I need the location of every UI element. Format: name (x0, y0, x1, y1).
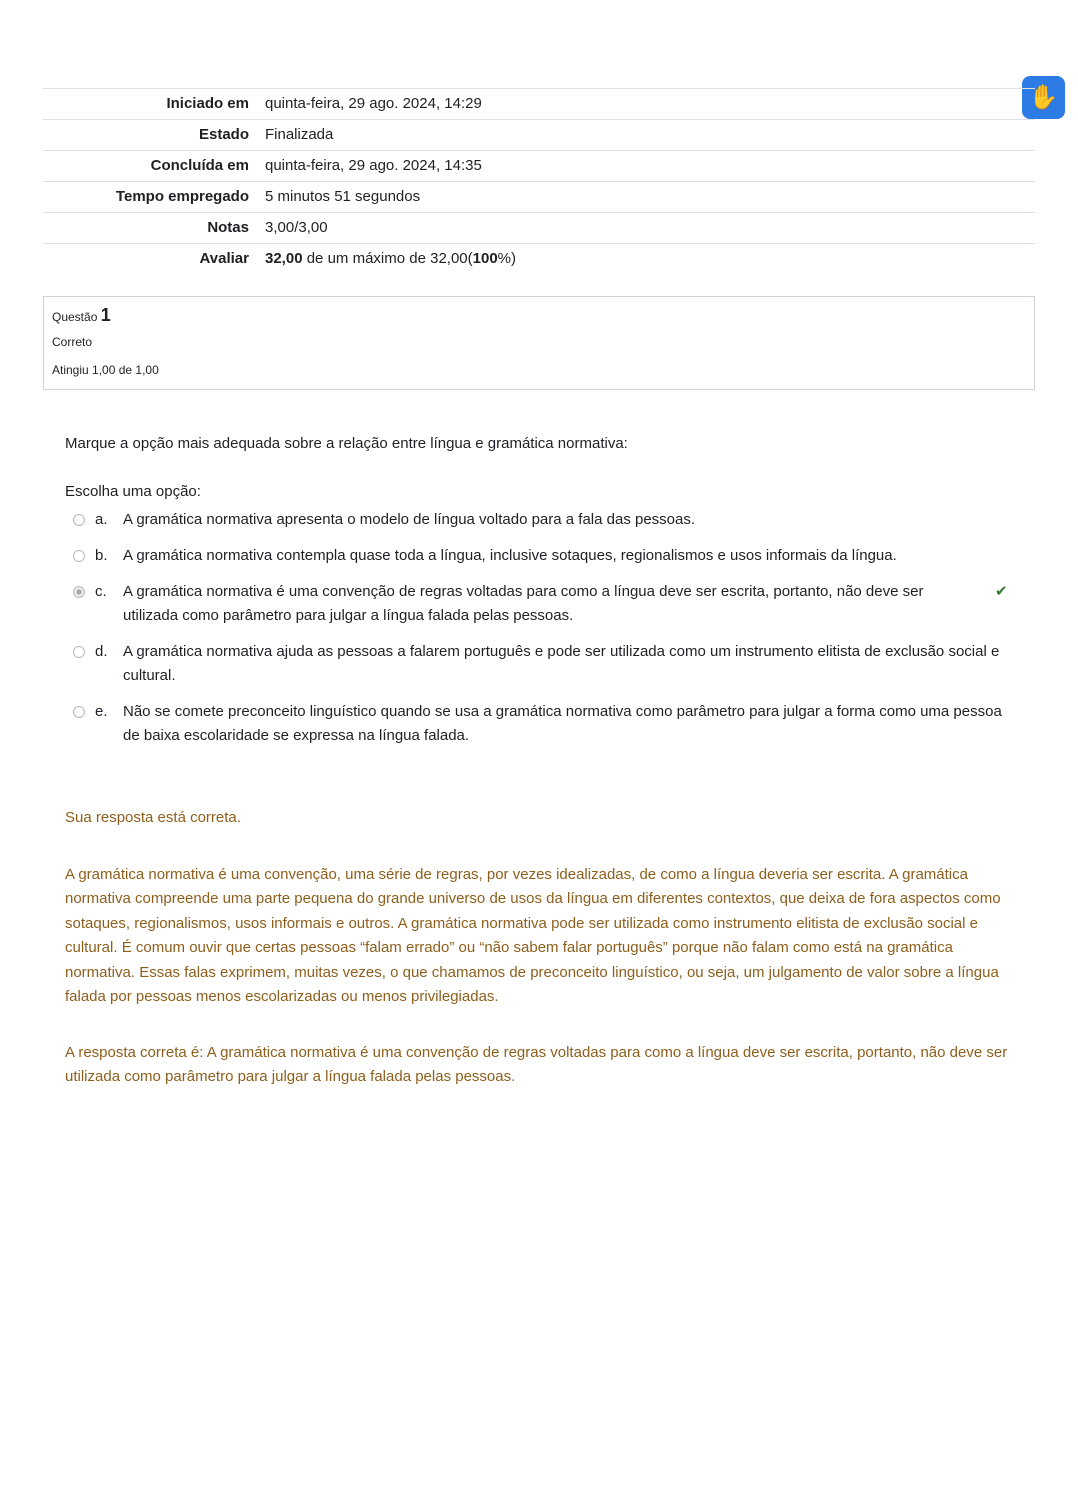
answer-option-e[interactable]: e. Não se comete preconceito linguístico quando se usa a gramática normativa como parâmetro para julgar a forma como uma pessoa de baixa escolaridade se expressa na língua falada. (73, 700, 1015, 748)
right-answer: A resposta correta é: A gramática normativa é uma convenção de regras voltadas para como a língua deve ser escrita, portanto, não deve ser utilizada como parâmetro para julgar a língua falada pelas pessoas. (65, 1043, 1008, 1085)
question-number: Questão 1 (52, 305, 111, 325)
question-state: Correto (52, 335, 93, 349)
answer-option-a[interactable]: a. A gramática normativa apresenta o modelo de língua voltado para a fala das pessoas. (73, 508, 1015, 532)
grade-value: 32,00 de um máximo de 32,00(100%) (257, 244, 1035, 275)
correct-check-icon: ✔ (995, 583, 1008, 600)
summary-row: Notas 3,00/3,00 (43, 213, 1035, 244)
radio-e[interactable] (73, 706, 85, 718)
radio-d[interactable] (73, 646, 85, 658)
sign-language-hands-icon: ✋ (1028, 84, 1059, 111)
general-feedback: A gramática normativa é uma convenção, uma série de regras, por vezes idealizadas, de como a língua deveria ser escrita. A gramática normativa compreende uma parte pequena do grande universo de usos da língua em diferentes contextos, que deixa de fora aspectos como sotaques, regionalismos, usos informais e outros. A gramática normativa pode ser utilizada como instrumento elitista de exclusão social e cultural. É comum ouvir que certas pessoas “falam errado” ou “não sabem falar português” porque não falam como está na gramática normativa. Essas falas exprimem, muitas vezes, o que chamamos de preconceito linguístico, ou seja, um julgamento de valor sobre a língua falada por pessoas menos escolarizadas ou menos privilegiadas. (65, 865, 1001, 1005)
answer-option-b[interactable]: b. A gramática normativa contempla quase toda a língua, inclusive sotaques, regionalismos e usos informais da língua. (73, 544, 1015, 568)
answer-option-c[interactable]: c. A gramática normativa é uma convenção de regras voltadas para como a língua deve ser escrita, portanto, não deve ser utilizada como parâmetro para julgar a língua falada pelas pessoas. ✔ (73, 580, 1015, 628)
question-info-box (43, 296, 1035, 390)
answer-option-d[interactable]: d. A gramática normativa ajuda as pessoas a falarem português e pode ser utilizada como um instrumento elitista de exclusão social e cultural. (73, 640, 1015, 688)
answer-prompt: Escolha uma opção: (65, 483, 201, 500)
summary-row: Tempo empregado 5 minutos 51 segundos (43, 182, 1035, 213)
radio-b[interactable] (73, 550, 85, 562)
question-mark: Atingiu 1,00 de 1,00 (52, 363, 159, 377)
summary-row: Concluída em quinta-feira, 29 ago. 2024, 14:35 (43, 151, 1035, 182)
question-content (65, 432, 1015, 1090)
radio-a[interactable] (73, 514, 85, 526)
summary-row: Iniciado em quinta-feira, 29 ago. 2024, 14:29 (43, 89, 1035, 120)
radio-c-selected[interactable] (73, 586, 85, 598)
attempt-summary-table (43, 88, 1035, 274)
summary-row: Avaliar 32,00 de um máximo de 32,00(100%) (43, 244, 1035, 275)
feedback-status: Sua resposta está correta. (65, 809, 241, 826)
question-text: Marque a opção mais adequada sobre a relação entre língua e gramática normativa: (65, 435, 628, 452)
summary-row: Estado Finalizada (43, 120, 1035, 151)
